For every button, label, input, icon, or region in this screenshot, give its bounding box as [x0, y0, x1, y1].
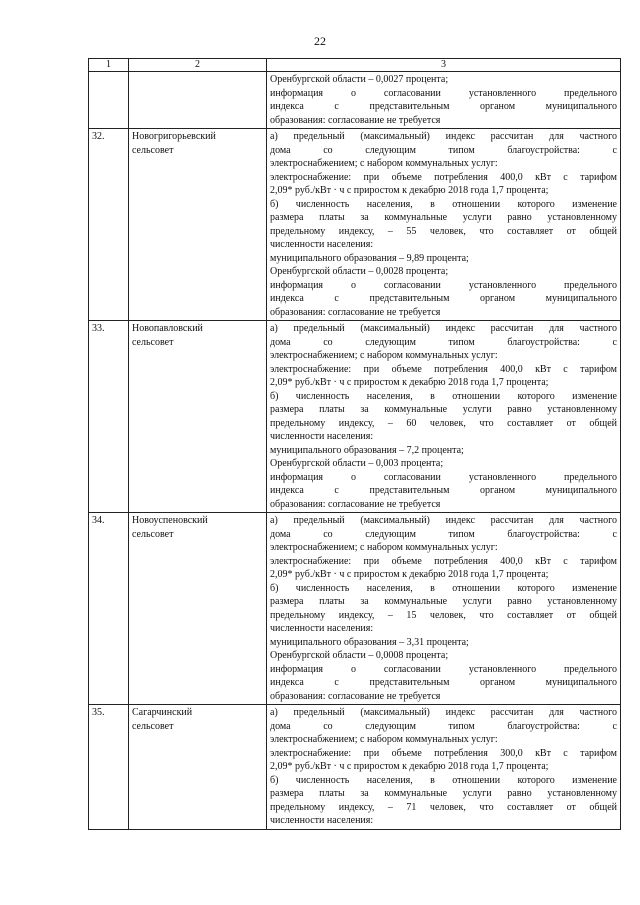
- description-line: электроснабжение: при объеме потребления 400,0 кВт с тарифом: [270, 363, 617, 375]
- description-line: б) численность населения, в отношении которого изменение: [270, 582, 617, 594]
- description-line: а) предельный (максимальный) индекс рассчитан для частного: [270, 131, 617, 142]
- row-number: 35.: [89, 705, 129, 830]
- description-line: Оренбургской области – 0,0008 процента;: [270, 650, 449, 661]
- index-description: [267, 513, 621, 705]
- table-row: [89, 513, 621, 705]
- municipality-name-line: сельсовет: [132, 528, 174, 540]
- page-number: 22: [314, 34, 326, 48]
- table-row: [89, 321, 621, 513]
- description-line: образования: согласование не требуется: [270, 306, 441, 318]
- description-line: индекса с представительным органом муниципального: [270, 293, 617, 304]
- description-line: индекса с представительным органом муниципального: [270, 101, 617, 112]
- table-row: [89, 705, 621, 830]
- description-line: численности населения:: [270, 815, 374, 826]
- description-line: муниципального образования – 7,2 процента;: [270, 444, 464, 456]
- table-row: [89, 72, 621, 129]
- description-line: б) численность населения, в отношении которого изменение: [270, 198, 617, 210]
- description-line: электроснабжение: при объеме потребления 300,0 кВт с тарифом: [270, 747, 617, 759]
- municipality-name-line: сельсовет: [132, 144, 174, 156]
- description-line: муниципального образования – 3,31 процента;: [270, 636, 469, 648]
- description-line: численности населения:: [270, 431, 374, 442]
- description-line: 2,09* руб./кВт · ч с приростом к декабрю 2018 года 1,7 процента;: [270, 377, 549, 388]
- table-header-row: [89, 59, 621, 72]
- municipality-name-line: сельсовет: [132, 336, 174, 348]
- description-line: информация о согласовании установленного предельного: [270, 663, 617, 675]
- index-description: [267, 705, 621, 830]
- description-line: размера платы за коммунальные услуги равно установленному: [270, 404, 617, 415]
- description-line: образования: согласование не требуется: [270, 690, 441, 702]
- row-number: 34.: [89, 513, 129, 705]
- municipality-name: [129, 72, 267, 129]
- description-line: предельному индексу, – 15 человек, что составляет от общей: [270, 609, 617, 621]
- description-line: электроснабжение: при объеме потребления 400,0 кВт с тарифом: [270, 171, 617, 183]
- municipality-name-line: Новогригорьевский: [132, 131, 216, 142]
- description-line: численности населения:: [270, 623, 374, 634]
- description-line: размера платы за коммунальные услуги равно установленному: [270, 596, 617, 607]
- document-table: [88, 58, 621, 830]
- description-line: а) предельный (максимальный) индекс рассчитан для частного: [270, 323, 617, 334]
- description-line: 2,09* руб./кВт · ч с приростом к декабрю 2018 года 1,7 процента;: [270, 569, 549, 580]
- description-line: Оренбургской области – 0,0027 процента;: [270, 74, 449, 85]
- description-line: образования: согласование не требуется: [270, 498, 441, 510]
- description-line: дома со следующим типом благоустройства: с: [270, 144, 617, 156]
- index-description: [267, 72, 621, 129]
- description-line: Оренбургской области – 0,0028 процента;: [270, 266, 449, 277]
- description-line: муниципального образования – 9,89 процента;: [270, 252, 469, 264]
- column-number-3: 3: [267, 59, 621, 72]
- description-line: образования: согласование не требуется: [270, 114, 441, 126]
- municipality-name-line: Новопавловский: [132, 323, 203, 334]
- municipality-name: [129, 513, 267, 705]
- description-line: дома со следующим типом благоустройства: с: [270, 336, 617, 348]
- description-line: предельному индексу, – 55 человек, что составляет от общей: [270, 225, 617, 237]
- description-line: численности населения:: [270, 239, 374, 250]
- row-number: 32.: [89, 129, 129, 321]
- description-line: информация о согласовании установленного предельного: [270, 471, 617, 483]
- description-line: дома со следующим типом благоустройства: с: [270, 720, 617, 732]
- description-line: 2,09* руб./кВт · ч с приростом к декабрю 2018 года 1,7 процента;: [270, 761, 549, 772]
- description-line: индекса с представительным органом муниципального: [270, 485, 617, 496]
- description-line: электроснабжением; с набором коммунальных услуг:: [270, 350, 498, 361]
- description-line: 2,09* руб./кВт · ч с приростом к декабрю 2018 года 1,7 процента;: [270, 185, 549, 196]
- description-line: электроснабжением; с набором коммунальных услуг:: [270, 542, 498, 553]
- index-description: [267, 321, 621, 513]
- municipality-name-line: Новоуспеновский: [132, 515, 208, 526]
- table-body: [89, 72, 621, 830]
- row-number: 33.: [89, 321, 129, 513]
- description-line: информация о согласовании установленного предельного: [270, 279, 617, 291]
- description-line: Оренбургской области – 0,003 процента;: [270, 458, 444, 469]
- description-line: информация о согласовании установленного предельного: [270, 87, 617, 99]
- column-number-2: 2: [129, 59, 267, 72]
- description-line: дома со следующим типом благоустройства: с: [270, 528, 617, 540]
- index-description: [267, 129, 621, 321]
- column-number-1: 1: [89, 59, 129, 72]
- municipality-name-line: сельсовет: [132, 720, 174, 732]
- table-row: [89, 129, 621, 321]
- description-line: предельному индексу, – 60 человек, что составляет от общей: [270, 417, 617, 429]
- description-line: размера платы за коммунальные услуги равно установленному: [270, 788, 617, 799]
- description-line: размера платы за коммунальные услуги равно установленному: [270, 212, 617, 223]
- municipality-name: [129, 129, 267, 321]
- description-line: электроснабжение: при объеме потребления 400,0 кВт с тарифом: [270, 555, 617, 567]
- description-line: б) численность населения, в отношении которого изменение: [270, 774, 617, 786]
- row-number: [89, 72, 129, 129]
- municipality-name: [129, 321, 267, 513]
- description-line: б) численность населения, в отношении которого изменение: [270, 390, 617, 402]
- description-line: а) предельный (максимальный) индекс рассчитан для частного: [270, 515, 617, 526]
- description-line: электроснабжением; с набором коммунальных услуг:: [270, 734, 498, 745]
- description-line: предельному индексу, – 71 человек, что составляет от общей: [270, 801, 617, 813]
- description-line: а) предельный (максимальный) индекс рассчитан для частного: [270, 707, 617, 718]
- municipality-name: [129, 705, 267, 830]
- municipality-name-line: Сагарчинский: [132, 707, 193, 718]
- description-line: индекса с представительным органом муниципального: [270, 677, 617, 688]
- description-line: электроснабжением; с набором коммунальных услуг:: [270, 158, 498, 169]
